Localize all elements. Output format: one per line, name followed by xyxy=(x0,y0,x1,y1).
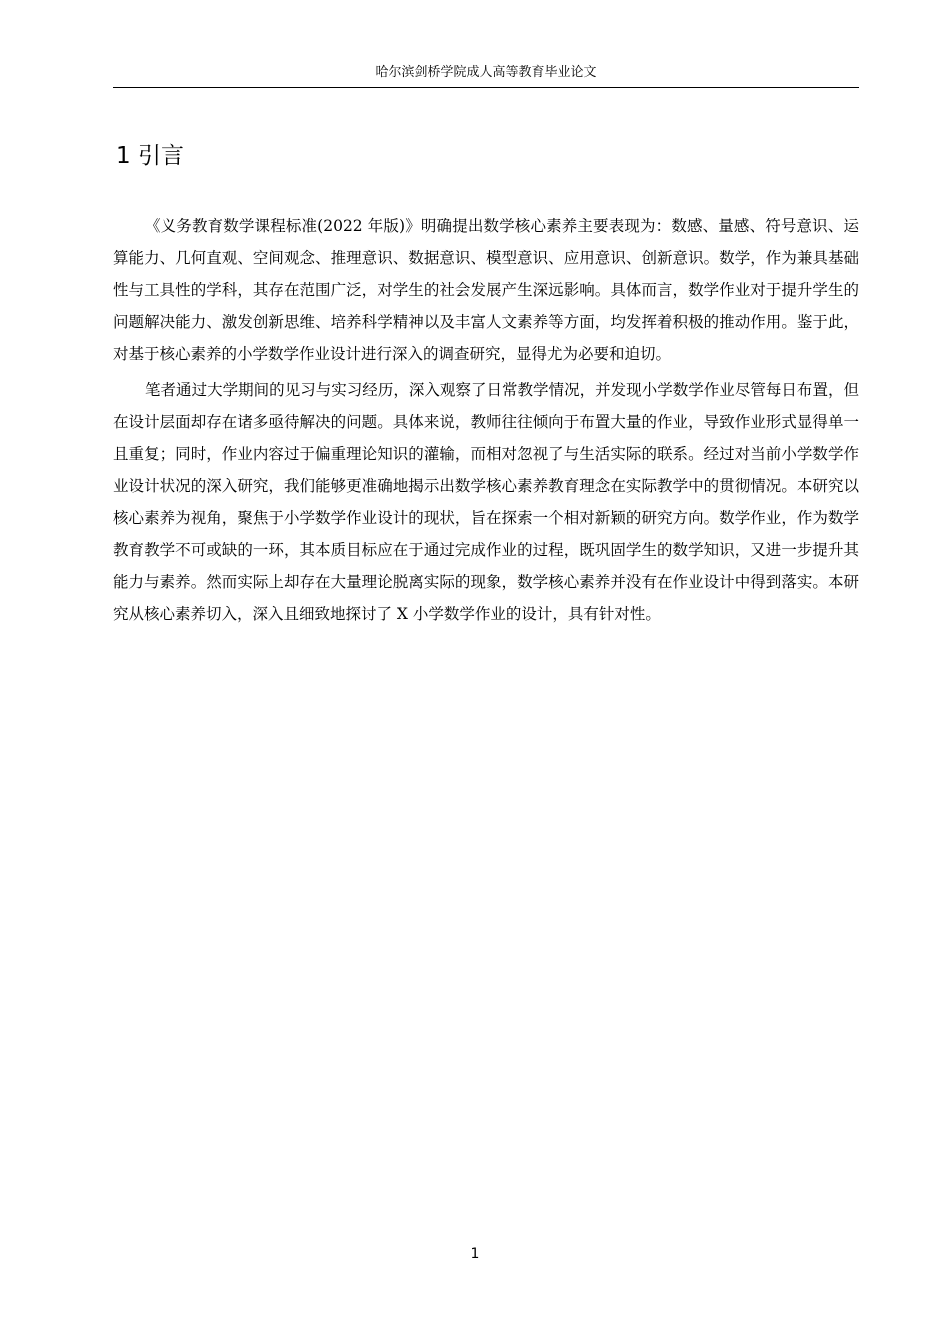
chapter-title: 1 引言 xyxy=(116,143,184,169)
header-title: 哈尔滨剑桥学院成人高等教育毕业论文 xyxy=(375,65,597,80)
paragraph: 笔者通过大学期间的见习与实习经历，深入观察了日常教学情况，并发现小学数学作业尽管每日布置，但在设计层面却存在诸多亟待解决的问题。具体来说，教师往往倾向于布置大量的作业，导致作业形式显得单一且重复；同时，作业内容过于偏重理论知识的灌输，而相对忽视了与生活实际的联系。经过对当前小学数学作业设计状况的深入研究，我们能够更准确地揭示出数学核心素养教育理念在实际教学中的贯彻情况。本研究以核心素养为视角，聚焦于小学数学作业设计的现状，旨在探索一个相对新颖的研究方向。数学作业，作为数学教育教学不可或缺的一环，其本质目标应在于通过完成作业的过程，既巩固学生的数学知识，又进一步提升其能力与素养。然而实际上却存在大量理论脱离实际的现象，数学核心素养并没有在作业设计中得到落实。本研究从核心素养切入，深入且细致地探讨了 X 小学数学作业的设计，具有针对性。 xyxy=(113,381,859,623)
page-number: 1 xyxy=(470,1246,480,1262)
page-header xyxy=(113,62,859,88)
paragraph: 《义务教育数学课程标准(2022 年版)》明确提出数学核心素养主要表现为：数感、量感、符号意识、运算能力、几何直观、空间观念、推理意识、数据意识、模型意识、应用意识、创新意识。数学，作为兼具基础性与工具性的学科，其存在范围广泛，对学生的社会发展产生深远影响。具体而言，数学作业对于提升学生的问题解决能力、激发创新思维、培养科学精神以及丰富人文素养等方面，均发挥着积极的推动作用。鉴于此，对基于核心素养的小学数学作业设计进行深入的调查研究，显得尤为必要和迫切。 xyxy=(113,217,859,363)
body-text xyxy=(113,210,859,634)
